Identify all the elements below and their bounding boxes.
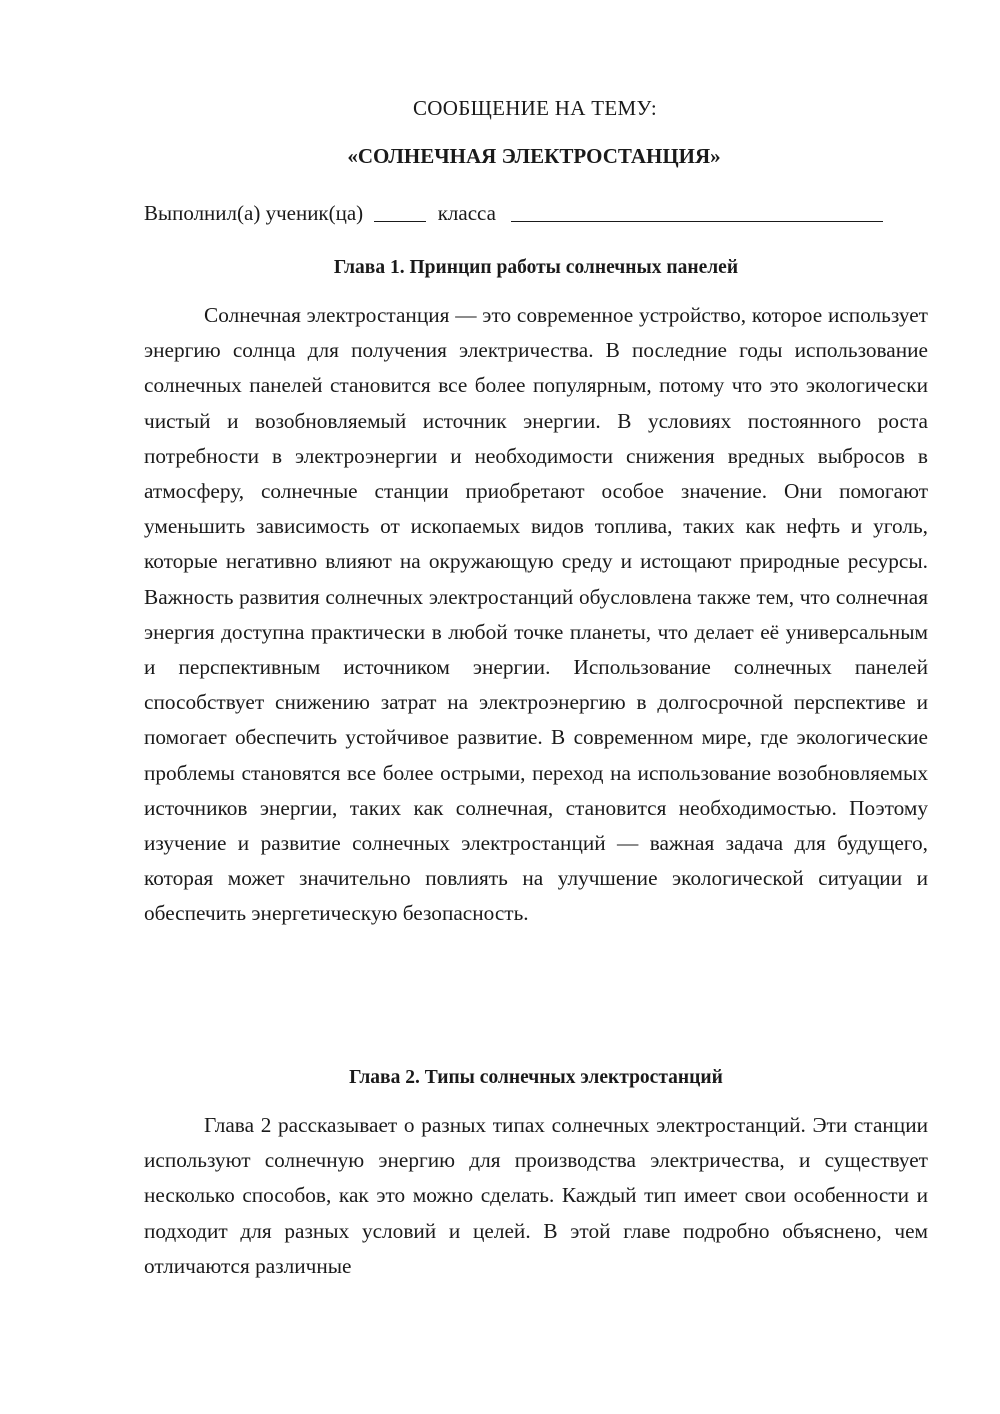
document-heading-topic: СООБЩЕНИЕ НА ТЕМУ:	[412, 96, 658, 120]
grade-blank	[374, 201, 426, 222]
document-title: «СОЛНЕЧНАЯ ЭЛЕКТРОСТАНЦИЯ»	[347, 144, 721, 168]
class-label: класса	[437, 201, 496, 225]
chapter-1-paragraph: Солнечная электростанция — это современное устройство, которое использует энергию солнца для получения электричества. В последние годы использование солнечных панелей становится все более популярным, потому что это экологически чистый и возобновляемый источник энергии. В условиях постоянного роста потребности в электроэнергии и необходимости снижения вредных выбросов в атмосферу, солнечные станции приобретают особое значение. Они помогают уменьшить зависимость от ископаемых видов топлива, таких как нефть и уголь, которые негативно влияют на окружающую среду и истощают природные ресурсы. Важность развития солнечных электростанций обусловлена также тем, что солнечная энергия доступна практически в любой точке планеты, что делает её универсальным и перспективным источником энергии. Использование солнечных панелей способствует снижению затрат на электроэнергию в долгосрочной перспективе и помогает обеспечить устойчивое развитие. В современном мире, где экологические проблемы становятся все более острыми, переход на использование возобновляемых источников энергии, таких как солнечная, становится необходимостью. Поэтому изучение и развитие солнечных электростанций — важная задача для будущего, которая может значительно повлиять на улучшение экологической ситуации и обеспечить энергетическую безопасность.	[144, 303, 928, 926]
chapter-1-title: Глава 1. Принцип работы солнечных панелей	[333, 257, 739, 278]
author-line	[144, 199, 934, 226]
chapter-2-paragraph: Глава 2 рассказывает о разных типах солнечных электростанций. Эти станции используют солнечную энергию для производства электричества, и существует несколько способов, как это можно сделать. Каждый тип имеет свои особенности и подходит для разных условий и целей. В этой главе подробно объяснено, чем отличаются различные	[144, 1113, 928, 1278]
performed-by-label: Выполнил(а) ученик(ца)	[144, 201, 364, 225]
chapter-2-title: Глава 2. Типы солнечных электростанций	[349, 1067, 723, 1088]
name-blank	[511, 201, 883, 222]
